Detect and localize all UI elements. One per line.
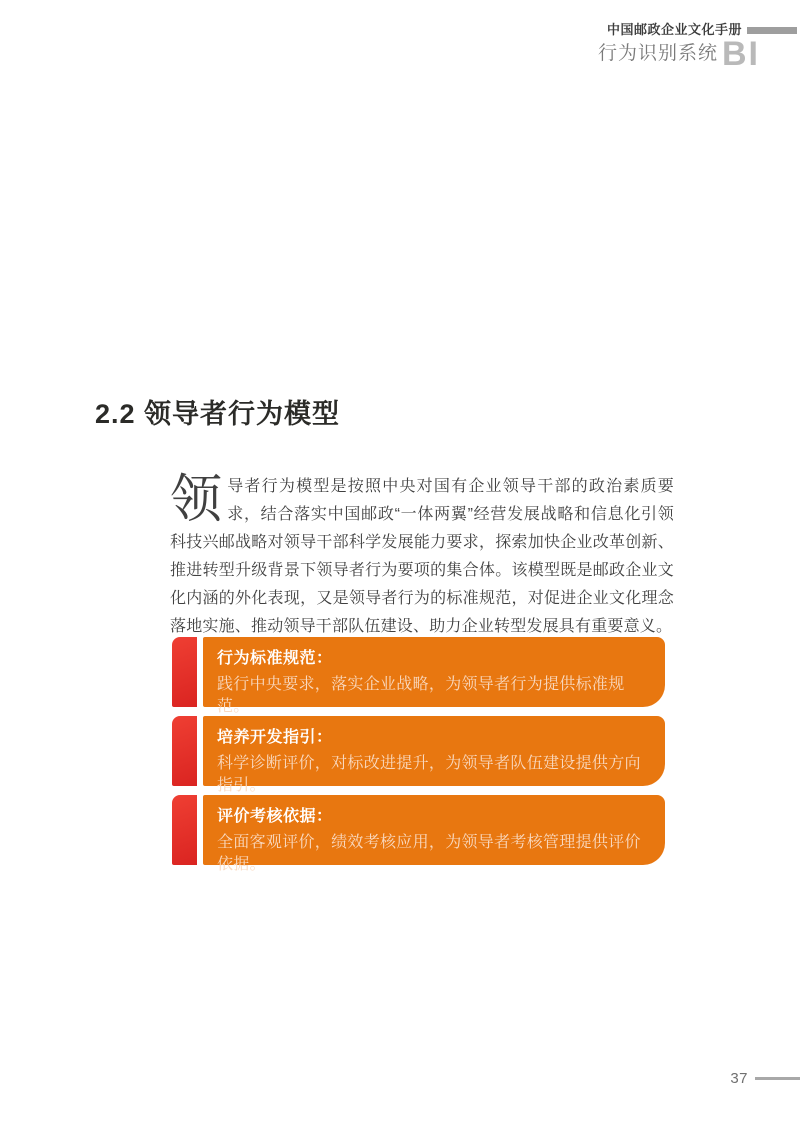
red-accent-bar	[172, 795, 197, 865]
key-point-body: 全面客观评价，绩效考核应用，为领导者考核管理提供评价依据。	[217, 834, 641, 873]
key-point-list	[172, 637, 665, 874]
page-header	[597, 22, 797, 73]
key-point-card-2	[203, 716, 665, 794]
intro-text: 导者行为模型是按照中央对国有企业领导干部的政治素质要求，结合落实中国邮政“一体两翼”经营发展战略和信息化引领科技兴邮战略对领导干部科学发展能力要求，探索加快企业改革创新、推进转型升级背景下领导者行为要项的集合体。该模型既是邮政企业文化内涵的外化表现，又是领导者行为的标准规范，对促进企业文化理念落地实施、推动领导干部队伍建设、助力企业转型发展具有重要意义。	[170, 478, 674, 635]
handbook-title: 中国邮政企业文化手册	[606, 22, 742, 37]
page-footer	[730, 1070, 800, 1087]
header-accent-bar	[747, 27, 797, 34]
key-point-card-1	[203, 637, 665, 715]
system-abbreviation: BI	[722, 35, 760, 73]
intro-paragraph	[170, 473, 674, 641]
key-point-card-3	[203, 795, 665, 873]
key-point-body: 科学诊断评价，对标改进提升，为领导者队伍建设提供方向指引。	[217, 755, 641, 794]
drop-cap: 领	[170, 471, 223, 529]
key-point-title: 培养开发指引：	[217, 729, 333, 746]
key-point-title: 行为标准规范：	[217, 650, 333, 667]
footer-line	[755, 1077, 800, 1080]
key-point-body: 践行中央要求，落实企业战略，为领导者行为提供标准规范。	[217, 676, 625, 715]
header-title-row	[598, 22, 797, 38]
system-name: 行为识别系统	[597, 43, 718, 64]
key-point-row-2	[172, 716, 665, 794]
key-point-row-3	[172, 795, 665, 873]
key-point-title: 评价考核依据：	[217, 808, 333, 825]
header-system-row	[597, 35, 760, 73]
section-title: 2.2 领导者行为模型	[95, 399, 341, 429]
key-point-row-1	[172, 637, 665, 715]
page-number: 37	[730, 1070, 748, 1087]
red-accent-bar	[172, 716, 197, 786]
red-accent-bar	[172, 637, 197, 707]
